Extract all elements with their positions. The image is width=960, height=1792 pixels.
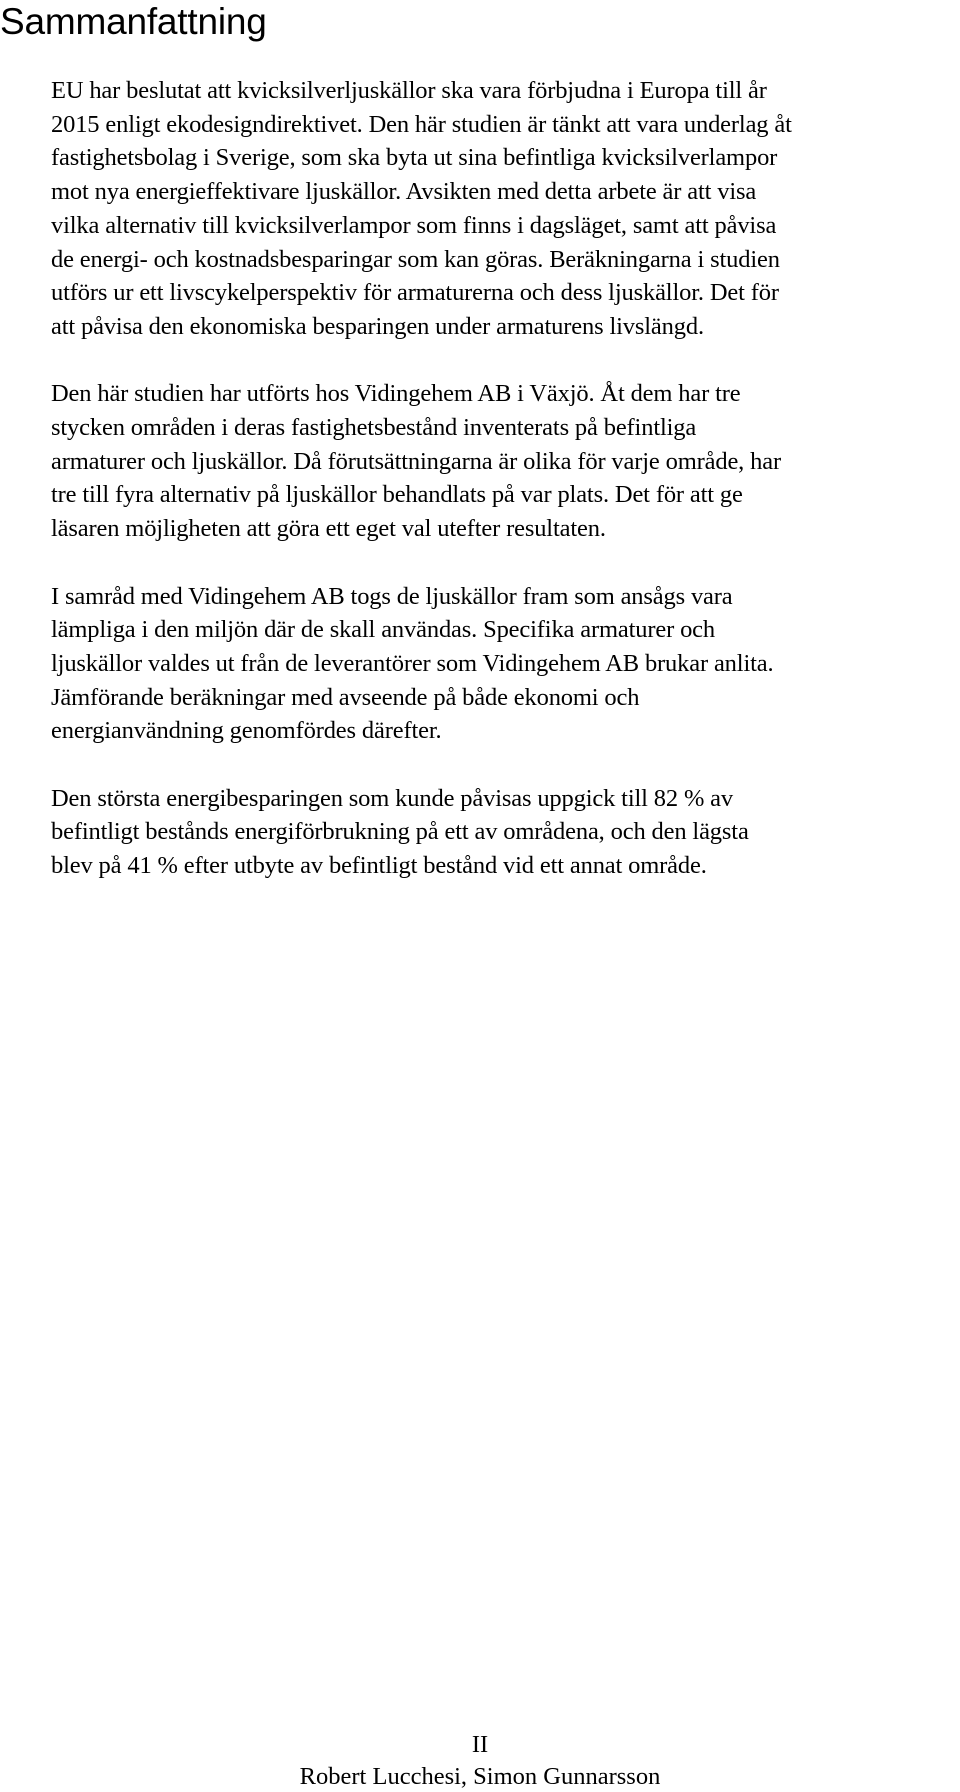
text-line: vilka alternativ till kvicksilverlampor som finns i dagsläget, samt att påvisa	[51, 211, 777, 239]
text-line: de energi- och kostnadsbesparingar som kan göras. Beräkningarna i studien	[51, 245, 780, 273]
text-line: Den största energibesparingen som kunde påvisas uppgick till 82 % av	[51, 784, 734, 812]
summary-body	[51, 74, 951, 917]
text-line: att påvisa den ekonomiska besparingen under armaturens livslängd.	[51, 312, 704, 340]
text-line: Den här studien har utförts hos Vidingehem AB i Växjö. Åt dem har tre	[51, 380, 741, 408]
text-line: stycken områden i deras fastighetsbestånd inventerats på befintliga	[51, 414, 697, 442]
paragraph-4	[51, 782, 951, 883]
footer-authors: Robert Lucchesi, Simon Gunnarsson	[299, 1763, 661, 1790]
text-line: Jämförande beräkningar med avseende på både ekonomi och	[51, 683, 640, 711]
text-line: 2015 enligt ekodesigndirektivet. Den här studien är tänkt att vara underlag åt	[51, 110, 792, 138]
paragraph-2	[51, 377, 951, 546]
paragraph-3	[51, 580, 951, 749]
text-line: befintligt bestånds energiförbrukning på ett av områdena, och den lägsta	[51, 818, 749, 846]
text-line: lämpliga i den miljön där de skall användas. Specifika armaturer och	[51, 616, 716, 644]
text-line: blev på 41 % efter utbyte av befintligt bestånd vid ett annat område.	[51, 852, 707, 880]
text-line: EU har beslutat att kvicksilverljuskällor ska vara förbjudna i Europa till år	[51, 77, 767, 104]
text-line: energianvändning genomfördes därefter.	[51, 717, 442, 745]
text-line: mot nya energieffektivare ljuskällor. Avsikten med detta arbete är att visa	[51, 178, 757, 206]
text-line: I samråd med Vidingehem AB togs de ljuskällor fram som ansågs vara	[51, 582, 733, 610]
text-line: armaturer och ljuskällor. Då förutsättningarna är olika för varje område, har	[51, 447, 781, 475]
text-line: ljuskällor valdes ut från de leverantörer som Vidingehem AB brukar anlita.	[51, 649, 774, 677]
text-line: läsaren möjligheten att göra ett eget val utefter resultaten.	[51, 515, 606, 543]
text-line: utförs ur ett livscykelperspektiv för armaturerna och dess ljuskällor. Det för	[51, 279, 779, 307]
page-number: II	[471, 1731, 489, 1758]
text-line: tre till fyra alternativ på ljuskällor behandlats på var plats. Det för att ge	[51, 481, 743, 509]
section-heading: Sammanfattning	[0, 1, 267, 42]
text-line: fastighetsbolag i Sverige, som ska byta ut sina befintliga kvicksilverlampor	[51, 144, 778, 172]
paragraph-1	[51, 74, 951, 344]
